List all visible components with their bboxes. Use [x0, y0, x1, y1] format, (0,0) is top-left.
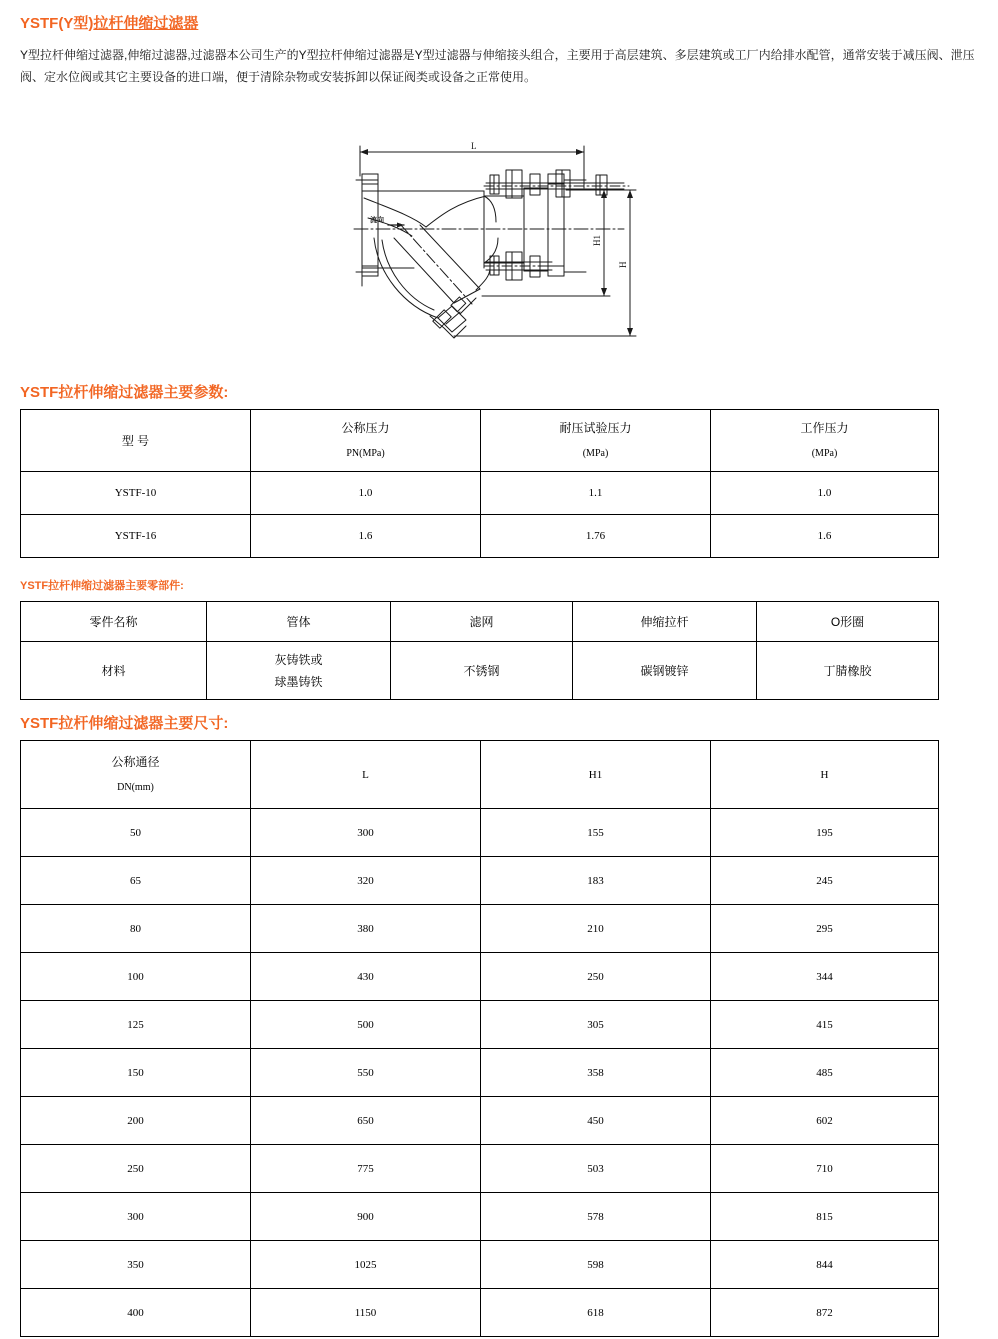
header-cell-working-pressure: [711, 410, 939, 472]
cell-L: 430: [251, 953, 481, 1001]
header-dn-line1: 公称通径: [111, 754, 160, 769]
cell-dn: 80: [21, 905, 251, 953]
cell-H1: 598: [481, 1241, 711, 1289]
cell-H1: 618: [481, 1289, 711, 1337]
cell-H: 710: [711, 1145, 939, 1193]
intro-paragraph: Y型拉杆伸缩过滤器,伸缩过滤器,过滤器本公司生产的Y型拉杆伸缩过滤器是Y型过滤器与伸缩接头组合，主要用于高层建筑、多层建筑或工厂内给排水配管，通常安装于减压阀、泄压阀、定水位阀或其它主要设备的进口端，便于清除杂物或安装拆卸以保证阀类或设备之正常使用。: [20, 48, 975, 84]
header-cell-L: L: [251, 741, 481, 809]
cell-working-pressure: 1.0: [711, 472, 939, 515]
cell-material-tie-rod: 碳钢镀锌: [573, 642, 757, 700]
cell-material-body: [207, 642, 391, 700]
header-test-line1: 耐压试验压力: [559, 420, 632, 435]
cell-H1: 450: [481, 1097, 711, 1145]
header-working-line2: (MPa): [811, 447, 838, 459]
cell-L: 900: [251, 1193, 481, 1241]
cell-H1: 358: [481, 1049, 711, 1097]
cell-L: 380: [251, 905, 481, 953]
table-row: [21, 953, 939, 1001]
cell-L: 550: [251, 1049, 481, 1097]
header-nominal-line2: PN(MPa): [346, 447, 385, 459]
cell-test-pressure: 1.1: [481, 472, 711, 515]
cell-H1: 155: [481, 809, 711, 857]
svg-text:流向: 流向: [370, 217, 384, 224]
header-cell-test-pressure: [481, 410, 711, 472]
page-title-prefix: YSTF(Y型): [20, 15, 94, 32]
cell-dn: 300: [21, 1193, 251, 1241]
table-dims-wrapper: [0, 740, 998, 1337]
cell-H: 415: [711, 1001, 939, 1049]
table-row-header: [21, 602, 939, 642]
header-nominal-line1: 公称压力: [341, 420, 390, 435]
cell-test-pressure: 1.76: [481, 515, 711, 558]
section-title-params: YSTF拉杆伸缩过滤器主要参数:: [20, 384, 229, 401]
cell-H: 195: [711, 809, 939, 857]
table-row: [21, 1001, 939, 1049]
table-main-parameters: [20, 409, 939, 558]
cell-H: 344: [711, 953, 939, 1001]
cell-H: 844: [711, 1241, 939, 1289]
header-cell-part-name: 零件名称: [21, 602, 207, 642]
table-main-parts: [20, 601, 939, 700]
cell-H1: 250: [481, 953, 711, 1001]
page-title-link[interactable]: 拉杆伸缩过滤器: [93, 15, 199, 32]
header-cell-model: [21, 410, 251, 472]
table-row: [21, 515, 939, 558]
cell-H1: 578: [481, 1193, 711, 1241]
header-cell-tie-rod: 伸缩拉杆: [573, 602, 757, 642]
table-row: [21, 1145, 939, 1193]
table-row: [21, 857, 939, 905]
header-cell-nominal-diameter: [21, 741, 251, 809]
cell-L: 320: [251, 857, 481, 905]
cell-H: 602: [711, 1097, 939, 1145]
cell-H: 245: [711, 857, 939, 905]
cell-row-label-material: 材料: [21, 642, 207, 700]
table-parts-wrapper: [0, 601, 998, 700]
header-cell-H: H: [711, 741, 939, 809]
header-cell-nominal-pressure: [251, 410, 481, 472]
cell-L: 650: [251, 1097, 481, 1145]
svg-text:L: L: [471, 141, 477, 151]
table-row: [21, 1289, 939, 1337]
cell-H1: 305: [481, 1001, 711, 1049]
header-model-line1: 型 号: [121, 433, 150, 448]
cell-dn: 400: [21, 1289, 251, 1337]
header-cell-body: 管体: [207, 602, 391, 642]
cell-L: 500: [251, 1001, 481, 1049]
cell-dn: 250: [21, 1145, 251, 1193]
table-row: [21, 905, 939, 953]
table-row: [21, 1097, 939, 1145]
header-cell-H1: H1: [481, 741, 711, 809]
table-row: [21, 809, 939, 857]
cell-H: 485: [711, 1049, 939, 1097]
cell-working-pressure: 1.6: [711, 515, 939, 558]
table-row: [21, 642, 939, 700]
table-row-header: [21, 410, 939, 472]
header-dn-line2: DN(mm): [117, 781, 154, 793]
page-title: [0, 0, 998, 34]
cell-H: 872: [711, 1289, 939, 1337]
section-title-dims: YSTF拉杆伸缩过滤器主要尺寸:: [20, 715, 229, 732]
cell-model: YSTF-10: [21, 472, 251, 515]
cell-dn: 100: [21, 953, 251, 1001]
header-cell-screen: 滤网: [391, 602, 573, 642]
cell-dn: 200: [21, 1097, 251, 1145]
cell-material-body-line2: 球墨铸铁: [274, 674, 323, 689]
cell-dn: 150: [21, 1049, 251, 1097]
cell-H1: 210: [481, 905, 711, 953]
svg-text:H1: H1: [592, 235, 602, 246]
y-strainer-technical-drawing: [334, 128, 664, 353]
cell-dn: 50: [21, 809, 251, 857]
cell-L: 775: [251, 1145, 481, 1193]
section-title-parts: YSTF拉杆伸缩过滤器主要零部件:: [20, 580, 184, 592]
cell-H: 295: [711, 905, 939, 953]
cell-L: 300: [251, 809, 481, 857]
table-params-wrapper: [0, 409, 998, 558]
table-main-dimensions: [20, 740, 939, 1337]
cell-dn: 125: [21, 1001, 251, 1049]
cell-H: 815: [711, 1193, 939, 1241]
cell-nominal-pressure: 1.0: [251, 472, 481, 515]
product-drawing-container: [0, 88, 998, 383]
cell-H1: 183: [481, 857, 711, 905]
cell-L: 1150: [251, 1289, 481, 1337]
table-row: [21, 472, 939, 515]
table-row: [21, 1193, 939, 1241]
header-working-line1: 工作压力: [800, 420, 849, 435]
cell-dn: 350: [21, 1241, 251, 1289]
table-row: [21, 1049, 939, 1097]
cell-model: YSTF-16: [21, 515, 251, 558]
cell-L: 1025: [251, 1241, 481, 1289]
cell-H1: 503: [481, 1145, 711, 1193]
header-cell-o-ring: O形圈: [757, 602, 939, 642]
cell-dn: 65: [21, 857, 251, 905]
header-test-line2: (MPa): [582, 447, 609, 459]
cell-material-screen: 不锈钢: [391, 642, 573, 700]
table-row: [21, 1241, 939, 1289]
cell-material-o-ring: 丁腈橡胶: [757, 642, 939, 700]
table-row-header: [21, 741, 939, 809]
cell-nominal-pressure: 1.6: [251, 515, 481, 558]
cell-material-body-line1: 灰铸铁或: [274, 652, 323, 667]
svg-text:H: H: [618, 261, 628, 268]
